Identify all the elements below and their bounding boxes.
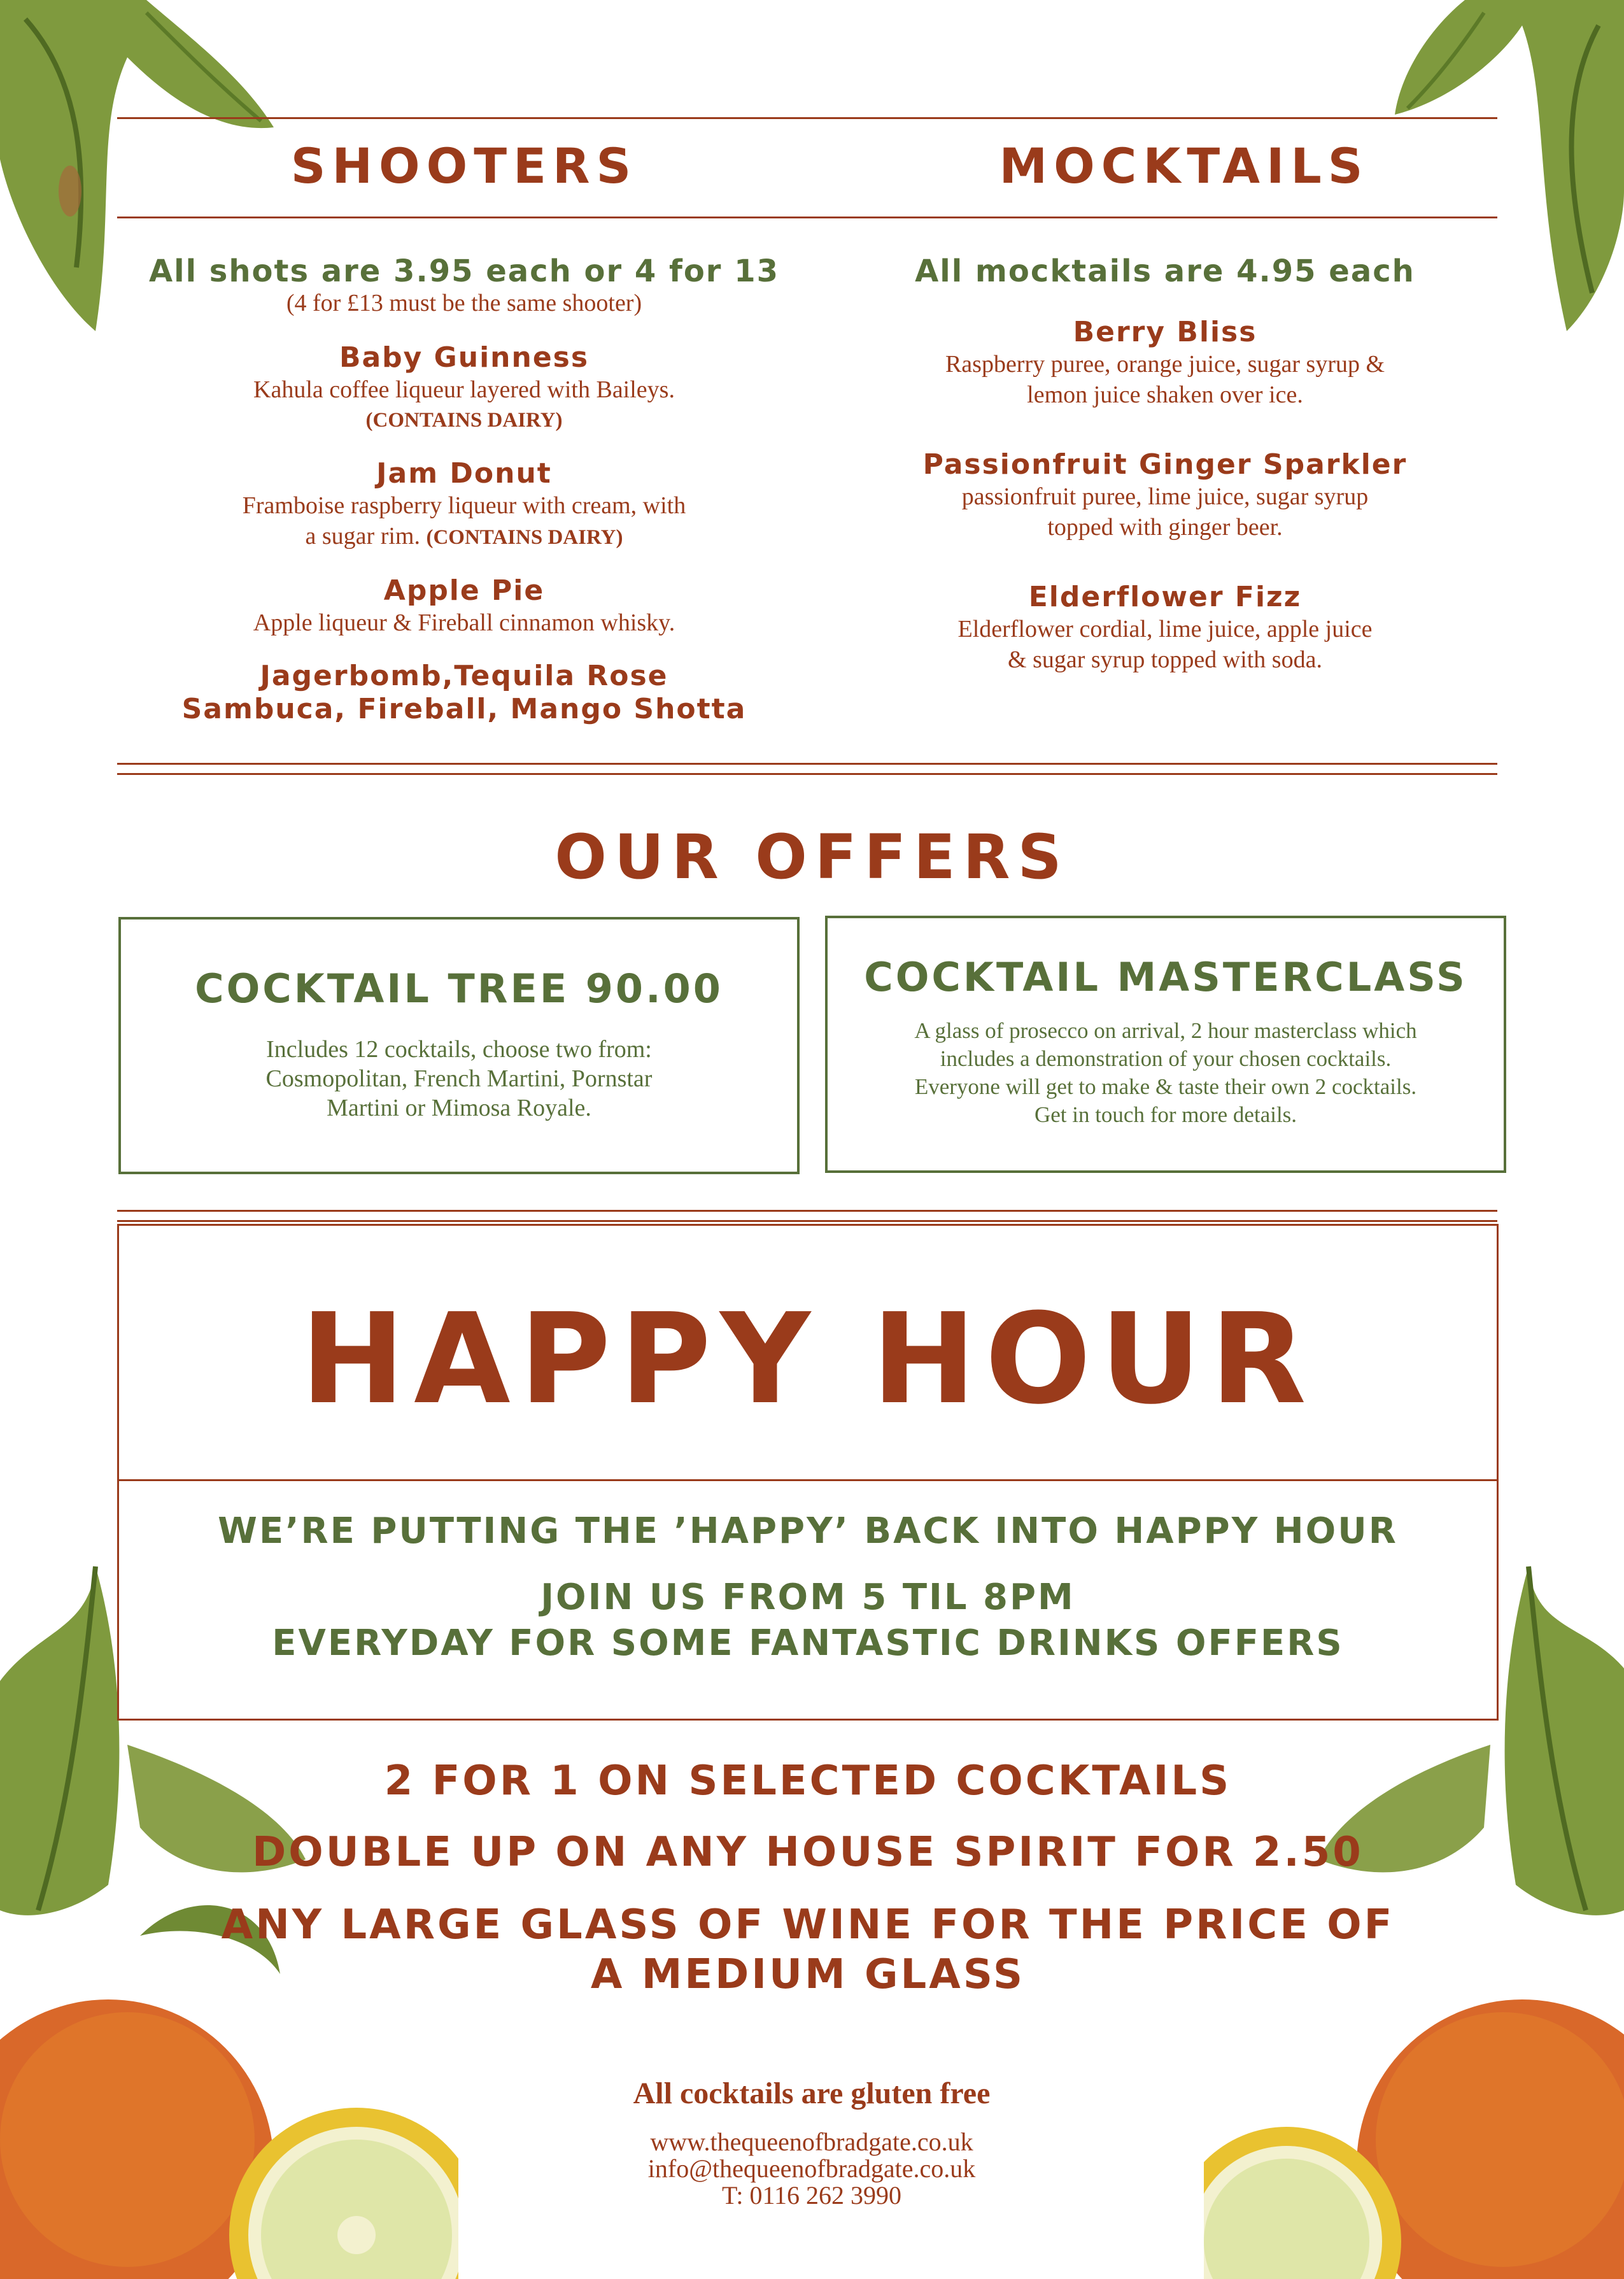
offer-cocktail-tree [118,917,800,1174]
mocktails-title: MOCKTAILS [999,138,1369,194]
deal-wine-line1: ANY LARGE GLASS OF WINE FOR THE PRICE OF [221,1901,1395,1949]
shooter-desc: Kahula coffee liqueur layered with Baileys. [253,376,675,403]
offer-tree-line: Includes 12 cocktails, choose two from: [266,1036,652,1063]
happy-hour-deals [117,1757,1499,1999]
mocktail-desc: Elderflower cordial, lime juice, apple juice [957,616,1373,643]
offer-masterclass-line: Get in touch for more details. [1034,1102,1297,1127]
email-link[interactable]: info@thequeenofbradgate.co.uk [647,2154,976,2183]
deal-wine-line2: A MEDIUM GLASS [590,1951,1026,1998]
happy-hour-join-line1: JOIN US FROM 5 TIL 8PM [540,1577,1075,1618]
shooters-column [117,255,811,726]
mocktail-item-berry-bliss [821,316,1509,410]
shooters-title: SHOOTERS [290,138,638,194]
offer-masterclass-line: A glass of prosecco on arrival, 2 hour masterclass which [914,1018,1417,1043]
mocktail-desc-line2: lemon juice shaken over ice. [1027,381,1303,408]
offer-masterclass-title: COCKTAIL MASTERCLASS [864,954,1467,1000]
deal-double-up: DOUBLE UP ON ANY HOUSE SPIRIT FOR 2.50 [252,1829,1364,1876]
shooter-item-jam-donut [117,457,811,553]
offer-tree-line: Martini or Mimosa Royale. [327,1095,591,1121]
website-link[interactable]: www.thequeenofbradgate.co.uk [650,2127,973,2156]
shooter-extras-line2: Sambuca, Fireball, Mango Shotta [181,693,747,725]
shooter-item-apple-pie [117,574,811,638]
phone-number: T: 0116 262 3990 [721,2181,902,2210]
happy-hour-tagline: WE’RE PUTTING THE ’HAPPY’ BACK INTO HAPPY HOUR [218,1510,1398,1552]
divider-rule-2a [117,1210,1497,1212]
shooter-extras-line1: Jagerbomb,Tequila Rose [260,660,668,692]
offers-title: OUR OFFERS [554,821,1070,893]
mocktail-name: Berry Bliss [1073,316,1257,348]
happy-hour-info-box [117,1480,1499,1721]
deal-2-for-1: 2 FOR 1 ON SELECTED COCKTAILS [384,1757,1232,1805]
shooter-name: Jam Donut [376,457,552,490]
mocktail-desc: Raspberry puree, orange juice, sugar syrup & [945,351,1385,378]
divider-rule-2b [117,1220,1497,1222]
shooters-price-line: All shots are 3.95 each or 4 for 13 [149,253,779,289]
mocktail-desc-line2: & sugar syrup topped with soda. [1008,646,1322,673]
mocktail-desc: passionfruit puree, lime juice, sugar syrup [961,483,1369,510]
divider-rule-1a [117,763,1497,765]
offer-tree-title: COCKTAIL TREE 90.00 [195,965,723,1012]
shooter-desc-line2 [117,521,811,553]
happy-hour-title: HAPPY HOUR [300,1287,1315,1432]
shooter-desc: Framboise raspberry liqueur with cream, with [242,492,686,519]
divider-rule-1b [117,773,1497,775]
gluten-free-note: All cocktails are gluten free [633,2077,991,2110]
shooter-desc-part: a sugar rim. [305,523,420,550]
happy-hour-join-line2: EVERYDAY FOR SOME FANTASTIC DRINKS OFFERS [272,1622,1344,1664]
mocktail-name: Passionfruit Ginger Sparkler [922,448,1408,481]
mocktail-item-elderflower [821,581,1509,675]
shooter-desc: Apple liqueur & Fireball cinnamon whisky. [253,609,675,636]
shooter-note: (CONTAINS DAIRY) [426,526,623,549]
shooter-extras [117,660,811,726]
mocktail-name: Elderflower Fizz [1028,581,1302,613]
shooter-item-baby-guinness [117,341,811,436]
header-underline [117,217,1497,218]
offer-masterclass-line: Everyone will get to make & taste their own 2 cocktails. [914,1074,1417,1099]
top-rule [117,117,1497,119]
offer-masterclass-line: includes a demonstration of your chosen cocktails. [940,1046,1392,1071]
mocktails-price-line: All mocktails are 4.95 each [915,253,1415,289]
mocktail-item-passionfruit [821,448,1509,543]
mocktails-column [821,255,1509,697]
happy-hour-title-box [117,1224,1499,1481]
shooter-name: Baby Guinness [339,341,590,374]
footer [446,2076,1178,2209]
shooter-note: (CONTAINS DAIRY) [365,409,563,432]
shooters-price-note: (4 for £13 must be the same shooter) [286,290,642,316]
offer-cocktail-masterclass [825,916,1506,1173]
mocktail-desc-line2: topped with ginger beer. [1047,514,1283,541]
offer-tree-line: Cosmopolitan, French Martini, Pornstar [265,1065,653,1092]
shooter-name: Apple Pie [383,574,545,607]
